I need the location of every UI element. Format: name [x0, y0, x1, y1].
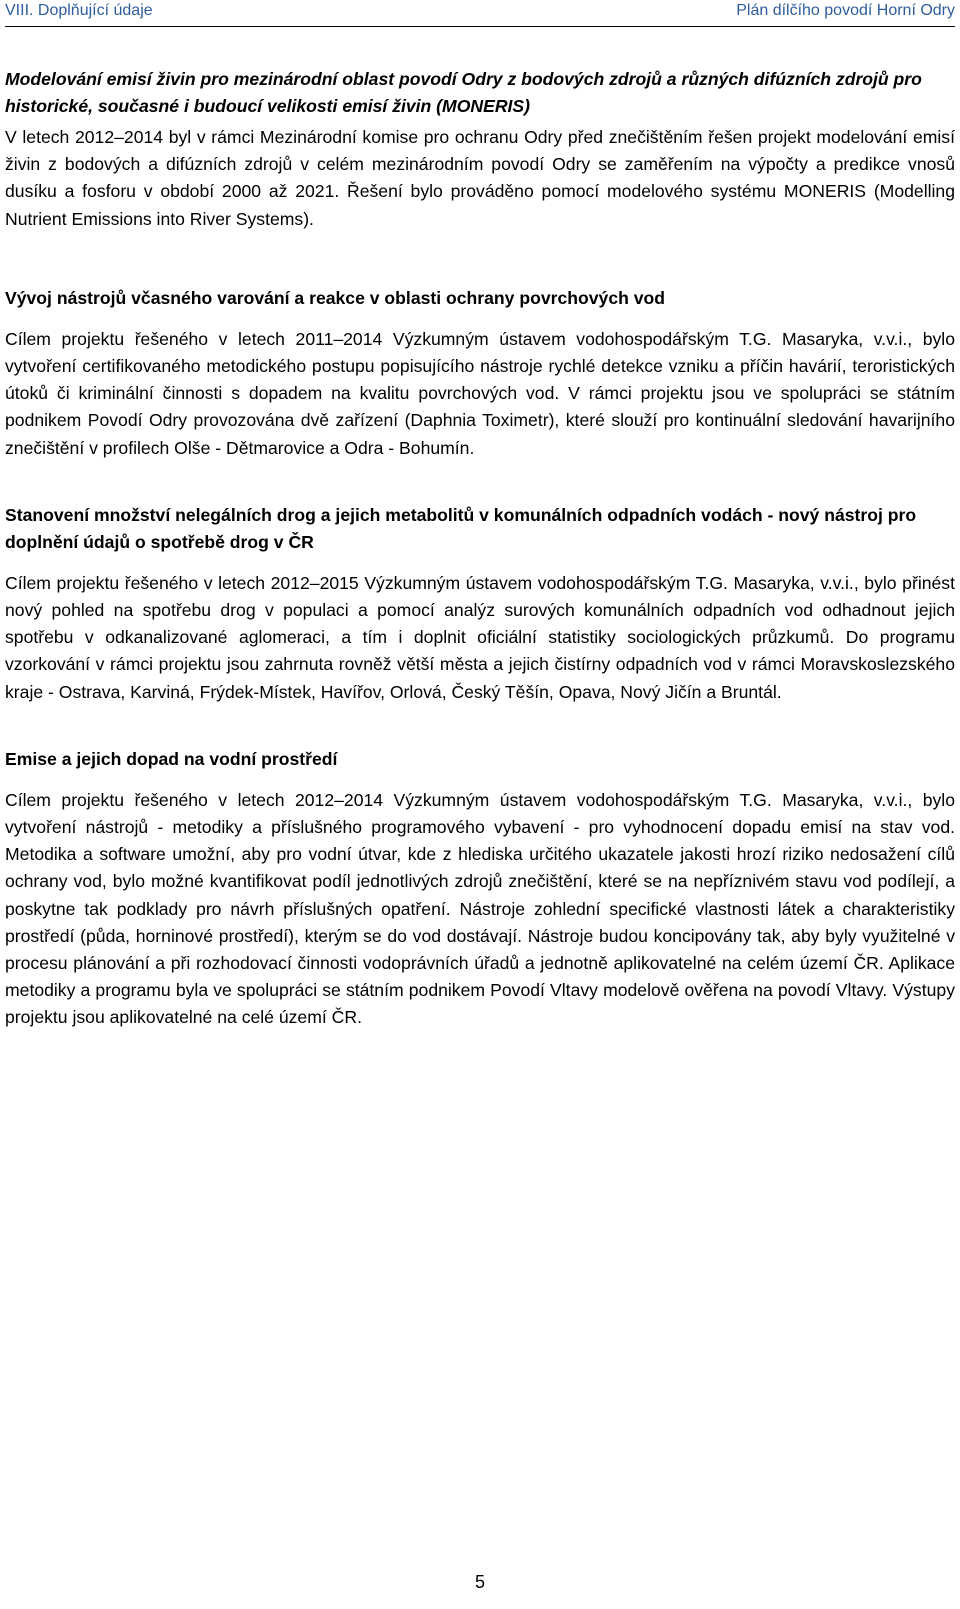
chapter-title: VIII. Doplňující údaje	[5, 2, 153, 19]
section-paragraph: Cílem projektu řešeného v letech 2011–2014 Výzkumným ústavem vodohospodářským T.G. Masaryka, v.v.i., bylo vytvoření certifikovaného metodického postupu popisujícího nástroje rychlé detekce vzniku a příčin havárií, teroristických útoků či kriminální činnosti s dopadem na kvalitu povrchových vod. V rámci projektu jsou ve spolupráci se státním podnikem Povodí Odry provozována dvě zařízení (Daphnia Toximetr), které slouží pro kontinuální sledování havarijního znečištění v profilech Olše - Dětmarovice a Odra - Bohumín.	[5, 328, 955, 458]
section-title: Vývoj nástrojů včasného varování a reakce v oblasti ochrany povrchových vod	[5, 287, 666, 308]
section-early-warning	[5, 285, 955, 462]
page-number: 5	[474, 1572, 485, 1592]
page-content	[5, 66, 955, 1062]
section-title: Emise a jejich dopad na vodní prostředí	[5, 748, 338, 769]
section-emissions-impact	[5, 746, 955, 1032]
section-paragraph: Cílem projektu řešeného v letech 2012–2015 Výzkumným ústavem vodohospodářským T.G. Masaryka, v.v.i., bylo přinést nový pohled na spotřebu drog v populaci a pomocí analýz surových komunálních odpadních vod odhadnout jejich spotřebu v odkanalizované aglomeraci, a tím i doplnit oficiální statistiky sociologických průzkumů. Do programu vzorkování v rámci projektu jsou zahrnuta rovněž větší města a jejich čistírny odpadních vod v rámci Moravskoslezského kraje - Ostrava, Karviná, Frýdek-Místek, Havířov, Orlová, Český Těšín, Opava, Nový Jičín a Bruntál.	[5, 572, 955, 702]
section-moneris	[5, 66, 955, 233]
document-title: Plán dílčího povodí Horní Odry	[736, 2, 955, 19]
section-title: Modelování emisí živin pro mezinárodní oblast povodí Odry z bodových zdrojů a různých difúzních zdrojů pro historické, současné i budoucí velikosti emisí živin (MONERIS)	[5, 69, 922, 116]
running-header	[5, 0, 955, 27]
section-illegal-drugs	[5, 502, 955, 706]
section-paragraph: V letech 2012–2014 byl v rámci Mezinárodní komise pro ochranu Odry před znečištěním řešen projekt modelování emisí živin z bodových a difúzních zdrojů v celém mezinárodním povodí Odry se zaměřením na výpočty a predikce vnosů dusíku a fosforu v období 2000 až 2021. Řešení bylo prováděno pomocí modelového systému MONERIS (Modelling Nutrient Emissions into River Systems).	[5, 127, 955, 229]
section-paragraph: Cílem projektu řešeného v letech 2012–2014 Výzkumným ústavem vodohospodářským T.G. Masaryka, v.v.i., bylo vytvoření nástrojů - metodiky a příslušného programového vybavení - pro vyhodnocení dopadu emisí na stav vod. Metodika a software umožní, aby pro vodní útvar, kde z hlediska určitého ukazatele jakosti hrozí riziko nedosažení cílů ochrany vod, bylo možné kvantifikovat podíl jednotlivých zdrojů znečištění, které se na nepříznivém stavu vod podílejí, a poskytne tak podklady pro návrh příslušných opatření. Nástroje zohlední specifické vlastnosti látek a charakteristiky prostředí (půda, horninové prostředí), kterým se do vod dostávají. Nástroje budou koncipovány tak, aby byly využitelné v procesu plánování a při rozhodovací činnosti vodoprávních úřadů a jednotně aplikovatelné na celém území ČR. Aplikace metodiky a programu byla ve spolupráci se státním podnikem Povodí Vltavy modelově ověřena na povodí Vltavy. Výstupy projektu jsou aplikovatelné na celé území ČR.	[5, 789, 955, 1028]
section-title: Stanovení množství nelegálních drog a jejich metabolitů v komunálních odpadních vodách - nový nástroj pro doplnění údajů o spotřebě drog v ČR	[5, 504, 917, 552]
